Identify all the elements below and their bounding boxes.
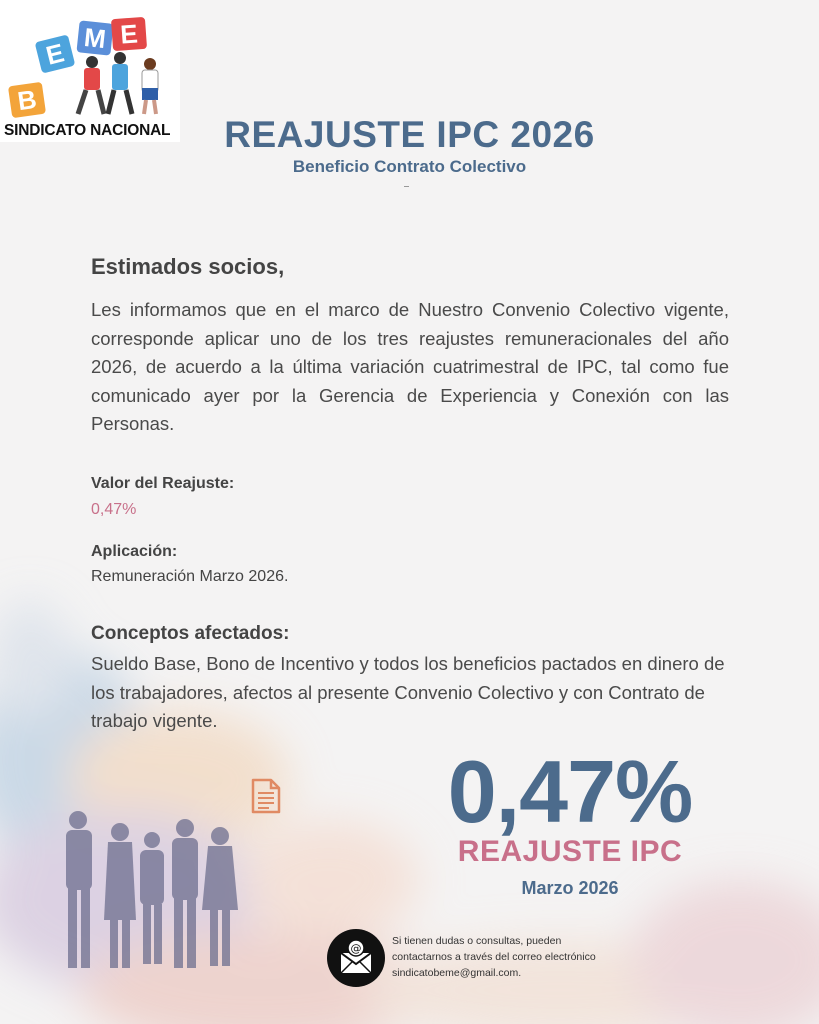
- logo-letter-e: E: [111, 17, 147, 51]
- logo-letter-e: E: [35, 34, 76, 73]
- intro-paragraph: Les informamos que en el marco de Nuestro Convenio Colectivo vigente, corresponde aplicar uno de los tres reajustes remuneracionales del año 2026, de acuerdo a la última variación cuatrimestral de IPC, tal como fue comunicado ayer por la Gerencia de Experiencia y Conexión con las Personas.: [91, 299, 729, 435]
- logo-brand-text: SINDICATO NACIONAL: [4, 122, 171, 139]
- document-icon: [249, 778, 283, 814]
- concepts-text: Sueldo Base, Bono de Incentivo y todos los beneficios pactados en dinero de los trabajadores, afectos al presente Convenio Colectivo y con Contrato de trabajo vigente.: [91, 653, 725, 732]
- highlight-month: Marzo 2026: [521, 878, 619, 898]
- concepts-label: Conceptos afectados:: [91, 623, 290, 644]
- application-text: Remuneración Marzo 2026.: [91, 568, 289, 585]
- greeting: Estimados socios,: [91, 254, 285, 279]
- logo-letter-b: B: [8, 82, 46, 118]
- page-title: REAJUSTE IPC 2026: [224, 114, 595, 155]
- page-subtitle: Beneficio Contrato Colectivo: [292, 157, 527, 176]
- application-label: Aplicación:: [91, 543, 178, 560]
- highlight-label: REAJUSTE IPC: [457, 835, 683, 868]
- mail-at-icon: [327, 929, 385, 987]
- people-silhouettes-illustration: [50, 810, 250, 980]
- logo-letter-m: M: [76, 20, 113, 55]
- logo-people-illustration: [52, 48, 170, 120]
- contact-text: Si tienen dudas o consultas, pueden contactarnos a través del correo electrónico sindicatobeme@gmail.com.: [392, 935, 596, 979]
- value-text: 0,47%: [91, 501, 137, 518]
- svg-text:@: @: [350, 942, 362, 955]
- highlight-percentage: 0,47%: [447, 742, 693, 841]
- value-label: Valor del Reajuste:: [91, 475, 235, 492]
- divider: [404, 186, 409, 187]
